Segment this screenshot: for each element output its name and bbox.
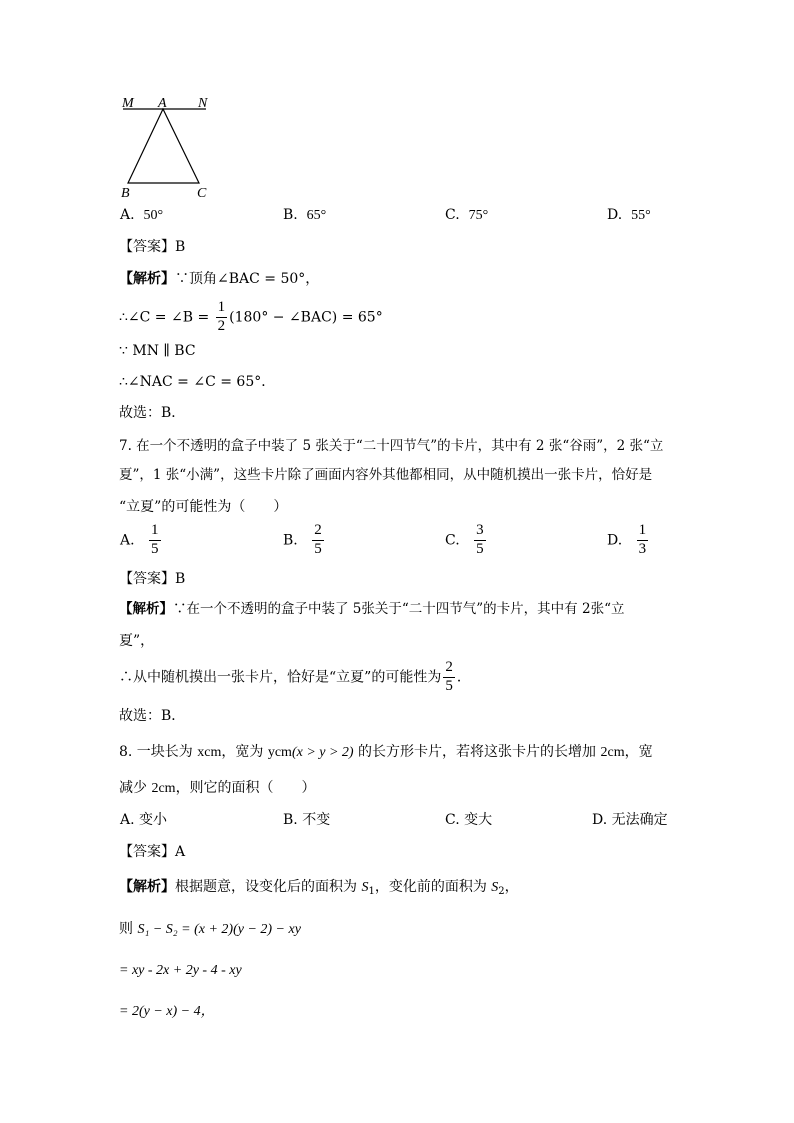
q7-option-a: A. $\frac{1}{5}$ xyxy=(120,522,159,557)
triangle-figure xyxy=(118,92,218,200)
triangle-abc xyxy=(128,109,199,183)
q8-equation-2: = xy - 2x + 2y - 4 - xy xyxy=(119,963,242,978)
q6-fraction: $\frac{1}{2}$ xyxy=(217,299,226,334)
label-b: B xyxy=(121,186,130,200)
q8-equation-3: = 2(y − x) − 4， xyxy=(119,1004,215,1019)
q6-analysis-line3: ∵ MN ∥ BC xyxy=(119,343,196,359)
q8-option-a: A. 变小 xyxy=(120,812,168,828)
q6-option-d: D. 55° xyxy=(607,207,651,223)
q8-option-d: D. 无法确定 xyxy=(592,812,668,828)
label-c: C xyxy=(197,186,207,200)
q8-option-c: C. 变大 xyxy=(445,812,493,828)
q6-option-c: C. 75° xyxy=(445,207,489,223)
q7-conclusion: 故选：B． xyxy=(119,708,186,724)
q6-conclusion: 故选：B． xyxy=(119,405,186,421)
q7-analysis-line2: 夏”， xyxy=(119,633,155,649)
label-a: A xyxy=(158,96,167,111)
q7-option-c: C. $\frac{3}{5}$ xyxy=(445,522,484,557)
q8-stem-line2: 减少 2cm，则它的面积（ ） xyxy=(119,780,316,796)
label-m: M xyxy=(122,96,134,111)
q7-answer: 【答案】B xyxy=(119,571,186,587)
q8-analysis-line1: 【解析】根据题意，设变化后的面积为 $S_1$，变化前的面积为 $S_2$， xyxy=(119,879,519,897)
q8-equation-1: 则 S₁ − S₂ = (x + 2)(y − 2) − xy xyxy=(119,921,301,937)
q7-stem-line3: “立夏”的可能性为（ ） xyxy=(119,499,288,515)
q6-answer: 【答案】B xyxy=(119,239,186,255)
q7-analysis-line3: ∴从中随机摸出一张卡片，恰好是“立夏”的可能性为 $\frac{2}{5}$ ． xyxy=(119,659,471,694)
q6-analysis-line4: ∴∠NAC = ∠C = 65°． xyxy=(119,374,276,390)
q6-option-a: A. 50° xyxy=(120,207,164,223)
q6-analysis-line2: ∴∠C = ∠B = $\frac{1}{2}$ (180° − ∠BAC) = 65° xyxy=(119,299,383,334)
q7-analysis-line1: 【解析】∵在一个不透明的盒子中装了 5张关于“二十四节气”的卡片，其中有 2张“立 xyxy=(119,601,625,617)
q7-stem-line1: 7. 在一个不透明的盒子中装了 5 张关于“二十四节气”的卡片，其中有 2 张“谷雨”，2 张“立 xyxy=(119,438,664,454)
q7-stem-line2: 夏”，1 张“小满”，这些卡片除了画面内容外其他都相同，从中随机摸出一张卡片，恰好是 xyxy=(119,467,653,483)
q8-option-b: B. 不变 xyxy=(283,812,331,828)
q6-option-b: B. 65° xyxy=(283,207,327,223)
q8-answer: 【答案】A xyxy=(119,844,186,860)
label-n: N xyxy=(198,96,208,111)
q6-analysis-line1: 【解析】∵顶角∠BAC = 50°， xyxy=(119,271,320,287)
q8-stem-line1: 8. 一块长为 xcm，宽为 ycm(x > y > 2) 的长方形卡片，若将这张卡片的长增加 2cm，宽 xyxy=(119,744,653,760)
q7-option-b: B. $\frac{2}{5}$ xyxy=(283,522,322,557)
q7-option-d: D. $\frac{1}{3}$ xyxy=(607,522,647,557)
